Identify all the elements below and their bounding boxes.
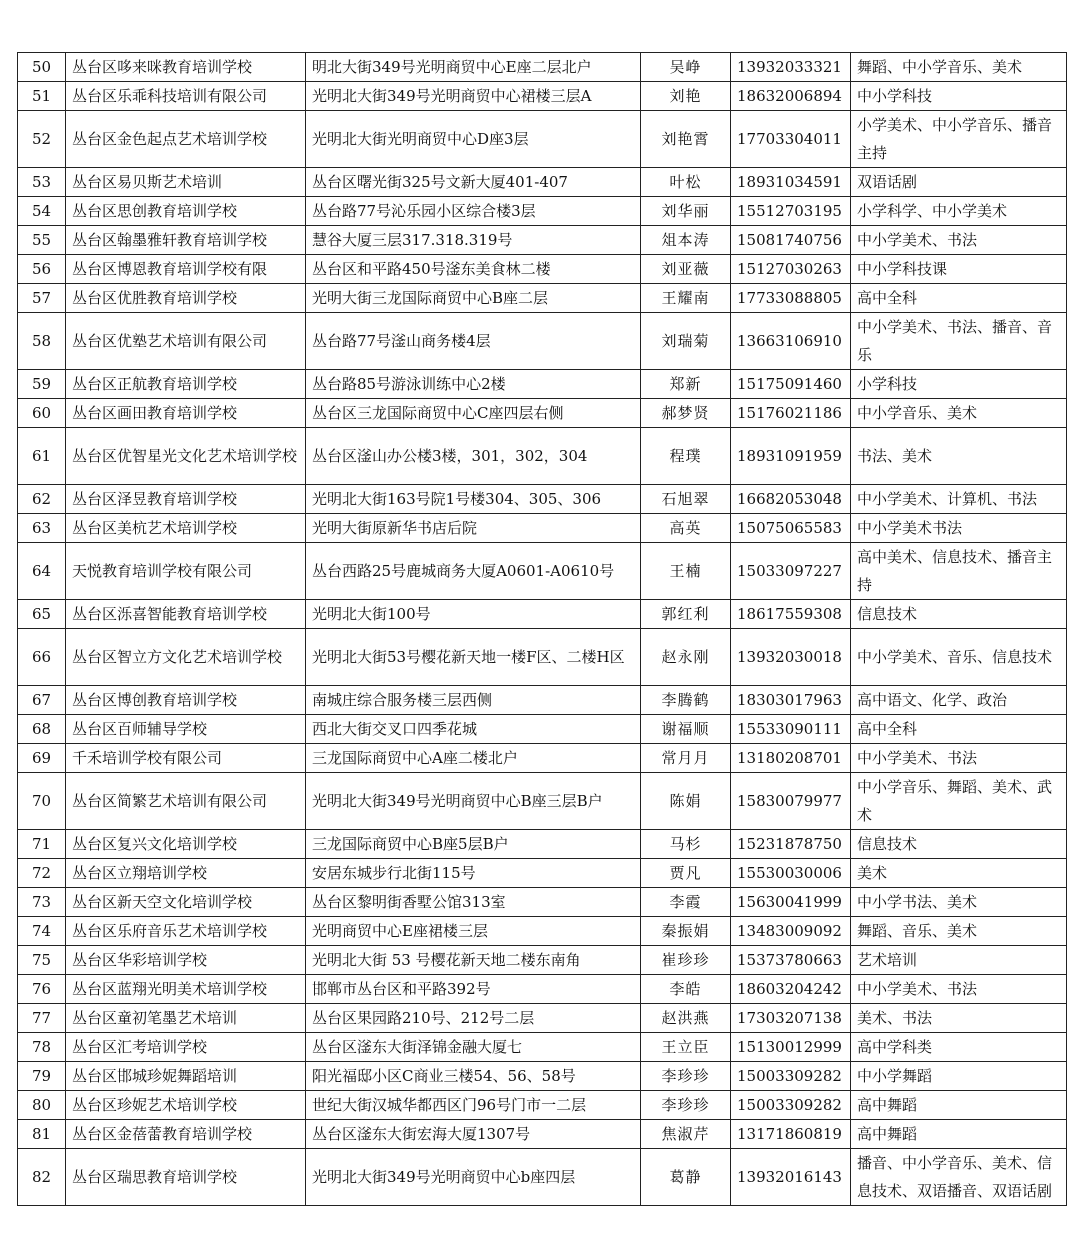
school-name: 丛台区华彩培训学校 — [66, 946, 306, 975]
contact-phone: 15127030263 — [731, 255, 851, 284]
contact-person: 崔珍珍 — [641, 946, 731, 975]
school-name: 丛台区珍妮艺术培训学校 — [66, 1091, 306, 1120]
table-row — [18, 1033, 1067, 1062]
contact-phone: 15175091460 — [731, 370, 851, 399]
training-subjects: 高中语文、化学、政治 — [851, 686, 1067, 715]
school-name: 丛台区汇考培训学校 — [66, 1033, 306, 1062]
training-subjects: 小学科技 — [851, 370, 1067, 399]
school-address: 丛台区黎明街香墅公馆313室 — [306, 888, 641, 917]
school-address: 光明大街三龙国际商贸中心B座二层 — [306, 284, 641, 313]
school-address: 丛台路77号滏山商务楼4层 — [306, 313, 641, 370]
training-subjects: 美术、书法 — [851, 1004, 1067, 1033]
school-address: 西北大街交叉口四季花城 — [306, 715, 641, 744]
row-number: 76 — [18, 975, 66, 1004]
contact-person: 刘艳 — [641, 82, 731, 111]
training-subjects: 艺术培训 — [851, 946, 1067, 975]
row-number: 66 — [18, 629, 66, 686]
row-number: 67 — [18, 686, 66, 715]
school-address: 丛台区三龙国际商贸中心C座四层右侧 — [306, 399, 641, 428]
contact-person: 焦淑芹 — [641, 1120, 731, 1149]
contact-phone: 15081740756 — [731, 226, 851, 255]
school-address: 丛台区果园路210号、212号二层 — [306, 1004, 641, 1033]
training-subjects: 中小学美术、书法、播音、音乐 — [851, 313, 1067, 370]
contact-person: 李皓 — [641, 975, 731, 1004]
row-number: 69 — [18, 744, 66, 773]
contact-person: 葛静 — [641, 1149, 731, 1206]
contact-person: 马杉 — [641, 830, 731, 859]
contact-person: 俎本涛 — [641, 226, 731, 255]
row-number: 65 — [18, 600, 66, 629]
table-row — [18, 1004, 1067, 1033]
row-number: 75 — [18, 946, 66, 975]
table-row — [18, 53, 1067, 82]
contact-person: 吴峥 — [641, 53, 731, 82]
contact-phone: 15373780663 — [731, 946, 851, 975]
row-number: 57 — [18, 284, 66, 313]
school-address: 阳光福邸小区C商业三楼54、56、58号 — [306, 1062, 641, 1091]
table-row — [18, 600, 1067, 629]
table-row — [18, 370, 1067, 399]
table-row — [18, 485, 1067, 514]
training-subjects: 信息技术 — [851, 600, 1067, 629]
contact-person: 李珍珍 — [641, 1091, 731, 1120]
row-number: 72 — [18, 859, 66, 888]
row-number: 73 — [18, 888, 66, 917]
table-row — [18, 255, 1067, 284]
school-name: 丛台区优智星光文化艺术培训学校 — [66, 428, 306, 485]
contact-person: 石旭翠 — [641, 485, 731, 514]
training-subjects: 舞蹈、中小学音乐、美术 — [851, 53, 1067, 82]
training-subjects: 中小学美术、音乐、信息技术 — [851, 629, 1067, 686]
contact-phone: 15176021186 — [731, 399, 851, 428]
table-row — [18, 168, 1067, 197]
row-number: 64 — [18, 543, 66, 600]
school-name: 丛台区童初笔墨艺术培训 — [66, 1004, 306, 1033]
training-subjects: 书法、美术 — [851, 428, 1067, 485]
contact-phone: 15003309282 — [731, 1062, 851, 1091]
row-number: 58 — [18, 313, 66, 370]
school-name: 丛台区百师辅导学校 — [66, 715, 306, 744]
contact-person: 陈娟 — [641, 773, 731, 830]
row-number: 78 — [18, 1033, 66, 1062]
table-row — [18, 917, 1067, 946]
school-name: 丛台区邯城珍妮舞蹈培训 — [66, 1062, 306, 1091]
table-row — [18, 1149, 1067, 1206]
table-row — [18, 629, 1067, 686]
school-name: 丛台区简繁艺术培训有限公司 — [66, 773, 306, 830]
school-address: 丛台区曙光街325号文新大厦401-407 — [306, 168, 641, 197]
contact-person: 李珍珍 — [641, 1062, 731, 1091]
training-subjects: 中小学美术、书法 — [851, 226, 1067, 255]
contact-person: 程璞 — [641, 428, 731, 485]
row-number: 51 — [18, 82, 66, 111]
training-subjects: 中小学舞蹈 — [851, 1062, 1067, 1091]
table-row — [18, 859, 1067, 888]
table-row — [18, 514, 1067, 543]
training-subjects: 中小学美术、书法 — [851, 975, 1067, 1004]
training-subjects: 播音、中小学音乐、美术、信息技术、双语播音、双语话剧 — [851, 1149, 1067, 1206]
contact-phone: 15075065583 — [731, 514, 851, 543]
contact-phone: 17733088805 — [731, 284, 851, 313]
school-address: 丛台区滏东大街泽锦金融大厦七 — [306, 1033, 641, 1062]
training-subjects: 中小学科技课 — [851, 255, 1067, 284]
row-number: 77 — [18, 1004, 66, 1033]
row-number: 61 — [18, 428, 66, 485]
training-subjects: 中小学书法、美术 — [851, 888, 1067, 917]
table-row — [18, 715, 1067, 744]
school-name: 天悦教育培训学校有限公司 — [66, 543, 306, 600]
school-name: 丛台区哆来咪教育培训学校 — [66, 53, 306, 82]
school-name: 丛台区新天空文化培训学校 — [66, 888, 306, 917]
contact-phone: 13171860819 — [731, 1120, 851, 1149]
school-address: 光明北大街349号光明商贸中心b座四层 — [306, 1149, 641, 1206]
row-number: 79 — [18, 1062, 66, 1091]
school-name: 千禾培训学校有限公司 — [66, 744, 306, 773]
school-name: 丛台区金蓓蕾教育培训学校 — [66, 1120, 306, 1149]
school-name: 丛台区瑞思教育培训学校 — [66, 1149, 306, 1206]
row-number: 74 — [18, 917, 66, 946]
school-name: 丛台区泽昱教育培训学校 — [66, 485, 306, 514]
training-subjects: 小学科学、中小学美术 — [851, 197, 1067, 226]
training-subjects: 高中美术、信息技术、播音主持 — [851, 543, 1067, 600]
row-number: 55 — [18, 226, 66, 255]
training-subjects: 中小学美术、书法 — [851, 744, 1067, 773]
contact-phone: 15512703195 — [731, 197, 851, 226]
contact-person: 王楠 — [641, 543, 731, 600]
training-subjects: 双语话剧 — [851, 168, 1067, 197]
row-number: 62 — [18, 485, 66, 514]
school-address: 丛台路85号游泳训练中心2楼 — [306, 370, 641, 399]
contact-person: 刘亚薇 — [641, 255, 731, 284]
table-row — [18, 428, 1067, 485]
contact-phone: 15530030006 — [731, 859, 851, 888]
table-row — [18, 744, 1067, 773]
training-subjects: 信息技术 — [851, 830, 1067, 859]
school-address: 光明北大街 53 号樱花新天地二楼东南角 — [306, 946, 641, 975]
contact-person: 高英 — [641, 514, 731, 543]
training-subjects: 中小学美术书法 — [851, 514, 1067, 543]
table-row — [18, 975, 1067, 1004]
school-address: 光明北大街349号光明商贸中心裙楼三层A — [306, 82, 641, 111]
contact-person: 叶松 — [641, 168, 731, 197]
table-row — [18, 197, 1067, 226]
table-row — [18, 399, 1067, 428]
school-name: 丛台区泺喜智能教育培训学校 — [66, 600, 306, 629]
school-address: 世纪大街汉城华都西区门96号门市一二层 — [306, 1091, 641, 1120]
row-number: 52 — [18, 111, 66, 168]
contact-person: 常月月 — [641, 744, 731, 773]
school-name: 丛台区智立方文化艺术培训学校 — [66, 629, 306, 686]
contact-phone: 13180208701 — [731, 744, 851, 773]
school-name: 丛台区优塾艺术培训有限公司 — [66, 313, 306, 370]
table-row — [18, 82, 1067, 111]
table-row — [18, 830, 1067, 859]
contact-person: 刘华丽 — [641, 197, 731, 226]
contact-phone: 15003309282 — [731, 1091, 851, 1120]
school-name: 丛台区易贝斯艺术培训 — [66, 168, 306, 197]
training-subjects: 高中舞蹈 — [851, 1120, 1067, 1149]
row-number: 70 — [18, 773, 66, 830]
row-number: 68 — [18, 715, 66, 744]
school-address: 安居东城步行北街115号 — [306, 859, 641, 888]
school-address: 丛台区滏山办公楼3楼，301，302，304 — [306, 428, 641, 485]
table-row — [18, 946, 1067, 975]
contact-phone: 15533090111 — [731, 715, 851, 744]
contact-phone: 13483009092 — [731, 917, 851, 946]
school-address: 光明北大街53号樱花新天地一楼F区、二楼H区 — [306, 629, 641, 686]
school-name: 丛台区蓝翔光明美术培训学校 — [66, 975, 306, 1004]
training-subjects: 高中舞蹈 — [851, 1091, 1067, 1120]
school-name: 丛台区乐府音乐艺术培训学校 — [66, 917, 306, 946]
table-row — [18, 226, 1067, 255]
row-number: 54 — [18, 197, 66, 226]
table-row — [18, 1062, 1067, 1091]
contact-person: 李霞 — [641, 888, 731, 917]
training-school-table — [17, 52, 1067, 1206]
contact-person: 秦振娟 — [641, 917, 731, 946]
row-number: 60 — [18, 399, 66, 428]
school-name: 丛台区乐乖科技培训有限公司 — [66, 82, 306, 111]
contact-phone: 15130012999 — [731, 1033, 851, 1062]
school-name: 丛台区思创教育培训学校 — [66, 197, 306, 226]
contact-phone: 18303017963 — [731, 686, 851, 715]
training-subjects: 中小学音乐、舞蹈、美术、武术 — [851, 773, 1067, 830]
school-name: 丛台区博创教育培训学校 — [66, 686, 306, 715]
school-address: 三龙国际商贸中心B座5层B户 — [306, 830, 641, 859]
school-name: 丛台区优胜教育培训学校 — [66, 284, 306, 313]
training-subjects: 高中全科 — [851, 715, 1067, 744]
table-row — [18, 543, 1067, 600]
training-subjects: 中小学科技 — [851, 82, 1067, 111]
row-number: 71 — [18, 830, 66, 859]
training-subjects: 中小学音乐、美术 — [851, 399, 1067, 428]
table-row — [18, 773, 1067, 830]
contact-phone: 18632006894 — [731, 82, 851, 111]
contact-person: 贾凡 — [641, 859, 731, 888]
contact-phone: 18603204242 — [731, 975, 851, 1004]
school-address: 丛台西路25号鹿城商务大厦A0601-A0610号 — [306, 543, 641, 600]
school-address: 光明大街原新华书店后院 — [306, 514, 641, 543]
school-name: 丛台区美杭艺术培训学校 — [66, 514, 306, 543]
contact-phone: 18931091959 — [731, 428, 851, 485]
contact-person: 刘瑞菊 — [641, 313, 731, 370]
contact-person: 刘艳霄 — [641, 111, 731, 168]
school-name: 丛台区金色起点艺术培训学校 — [66, 111, 306, 168]
school-name: 丛台区复兴文化培训学校 — [66, 830, 306, 859]
school-name: 丛台区翰墨雅轩教育培训学校 — [66, 226, 306, 255]
school-name: 丛台区博恩教育培训学校有限 — [66, 255, 306, 284]
row-number: 50 — [18, 53, 66, 82]
row-number: 63 — [18, 514, 66, 543]
table-row — [18, 313, 1067, 370]
table-row — [18, 1091, 1067, 1120]
contact-person: 郑新 — [641, 370, 731, 399]
contact-phone: 17303207138 — [731, 1004, 851, 1033]
school-address: 光明北大街349号光明商贸中心B座三层B户 — [306, 773, 641, 830]
contact-phone: 13663106910 — [731, 313, 851, 370]
training-subjects: 美术 — [851, 859, 1067, 888]
contact-person: 谢福顺 — [641, 715, 731, 744]
row-number: 82 — [18, 1149, 66, 1206]
school-address: 三龙国际商贸中心A座二楼北户 — [306, 744, 641, 773]
table-body — [18, 53, 1067, 1206]
school-address: 丛台区滏东大街宏海大厦1307号 — [306, 1120, 641, 1149]
contact-person: 赵洪燕 — [641, 1004, 731, 1033]
contact-person: 郝梦贤 — [641, 399, 731, 428]
contact-phone: 15033097227 — [731, 543, 851, 600]
contact-phone: 13932016143 — [731, 1149, 851, 1206]
training-subjects: 中小学美术、计算机、书法 — [851, 485, 1067, 514]
school-address: 丛台区和平路450号滏东美食林二楼 — [306, 255, 641, 284]
table-row — [18, 111, 1067, 168]
school-name: 丛台区画田教育培训学校 — [66, 399, 306, 428]
contact-person: 赵永刚 — [641, 629, 731, 686]
contact-phone: 13932030018 — [731, 629, 851, 686]
table-row — [18, 1120, 1067, 1149]
table-row — [18, 686, 1067, 715]
school-address: 光明北大街100号 — [306, 600, 641, 629]
row-number: 80 — [18, 1091, 66, 1120]
school-address: 丛台路77号沁乐园小区综合楼3层 — [306, 197, 641, 226]
training-subjects: 舞蹈、音乐、美术 — [851, 917, 1067, 946]
contact-phone: 15231878750 — [731, 830, 851, 859]
training-subjects: 高中全科 — [851, 284, 1067, 313]
contact-person: 李腾鹤 — [641, 686, 731, 715]
contact-person: 郭红利 — [641, 600, 731, 629]
table-row — [18, 888, 1067, 917]
school-address: 南城庄综合服务楼三层西侧 — [306, 686, 641, 715]
school-address: 光明北大街163号院1号楼304、305、306 — [306, 485, 641, 514]
training-subjects: 小学美术、中小学音乐、播音主持 — [851, 111, 1067, 168]
contact-phone: 16682053048 — [731, 485, 851, 514]
training-subjects: 高中学科类 — [851, 1033, 1067, 1062]
contact-phone: 18931034591 — [731, 168, 851, 197]
school-address: 光明商贸中心E座裙楼三层 — [306, 917, 641, 946]
school-address: 慧谷大厦三层317.318.319号 — [306, 226, 641, 255]
school-address: 光明北大街光明商贸中心D座3层 — [306, 111, 641, 168]
school-name: 丛台区立翔培训学校 — [66, 859, 306, 888]
contact-phone: 15630041999 — [731, 888, 851, 917]
contact-phone: 15830079977 — [731, 773, 851, 830]
contact-phone: 13932033321 — [731, 53, 851, 82]
school-address: 邯郸市丛台区和平路392号 — [306, 975, 641, 1004]
contact-person: 王耀南 — [641, 284, 731, 313]
contact-phone: 17703304011 — [731, 111, 851, 168]
school-address: 明北大街349号光明商贸中心E座二层北户 — [306, 53, 641, 82]
school-name: 丛台区正航教育培训学校 — [66, 370, 306, 399]
row-number: 53 — [18, 168, 66, 197]
row-number: 81 — [18, 1120, 66, 1149]
row-number: 59 — [18, 370, 66, 399]
row-number: 56 — [18, 255, 66, 284]
contact-phone: 18617559308 — [731, 600, 851, 629]
table-row — [18, 284, 1067, 313]
contact-person: 王立臣 — [641, 1033, 731, 1062]
